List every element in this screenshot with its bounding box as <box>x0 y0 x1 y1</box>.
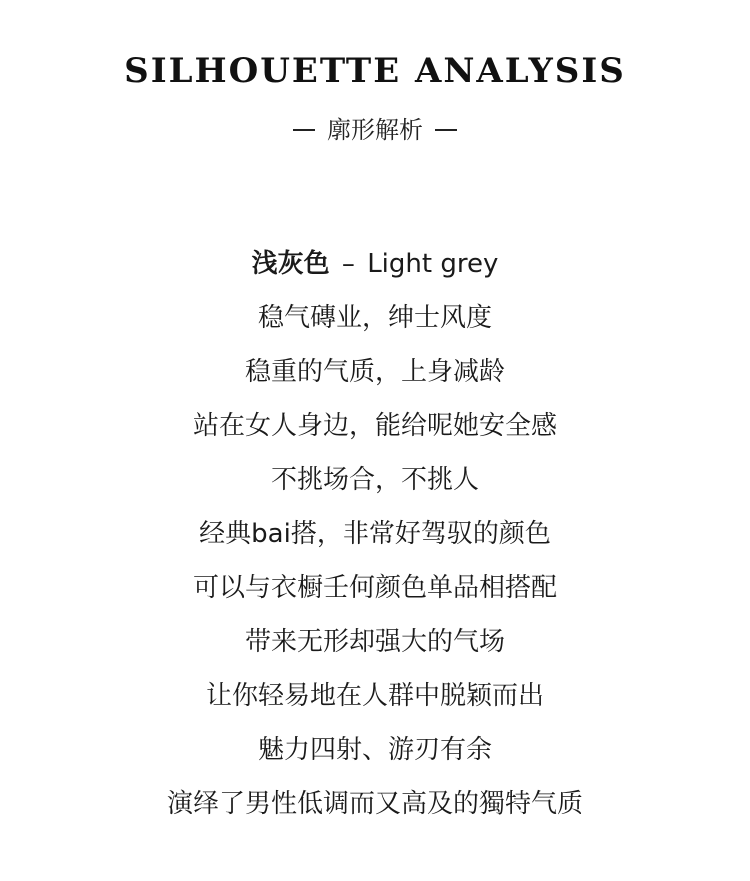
description-line: 带来无形却强大的气场 <box>244 627 505 657</box>
page-title: SILHOUETTE ANALYSIS <box>124 51 626 91</box>
color-name-en: Light grey <box>367 249 499 279</box>
description-line: 稳重的气质，上身减龄 <box>244 357 505 387</box>
description-block <box>0 240 750 834</box>
subtitle-row <box>0 112 750 148</box>
description-line: 经典bai搭，非常好驾驭的颜色 <box>199 519 551 549</box>
color-name-line <box>0 240 750 294</box>
right-dash-divider <box>435 129 457 131</box>
description-line: 站在女人身边，能给呢她安全感 <box>192 411 557 441</box>
description-line: 稳气磚业，绅士风度 <box>257 303 492 333</box>
description-line: 不挑场合，不挑人 <box>270 465 479 495</box>
left-dash-divider <box>293 129 315 131</box>
description-line: 魅力四射、游刃有余 <box>257 735 492 765</box>
description-line: 让你轻易地在人群中脱颖而出 <box>205 681 544 711</box>
color-name-separator: – <box>341 249 355 279</box>
color-name-cn: 浅灰色 <box>251 249 330 279</box>
description-line: 演绎了男性低调而又高及的獨特气质 <box>166 789 583 819</box>
page-subtitle: 廓形解析 <box>327 116 423 144</box>
description-line: 可以与衣橱壬何颜色单品相搭配 <box>192 573 557 603</box>
